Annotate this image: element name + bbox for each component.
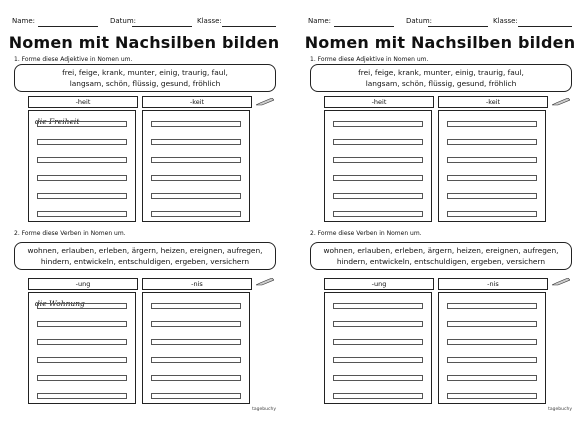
task2-words-line1: wohnen, erlauben, erleben, ärgern, heizen, ereignen, aufregen, — [323, 246, 559, 255]
task1-col2-box — [142, 110, 250, 222]
task2-col2-header: -nis — [438, 278, 548, 290]
task2-col1-box — [324, 292, 432, 404]
task2-words-line1: wohnen, erlauben, erleben, ärgern, heizen, ereignen, aufregen, — [27, 246, 263, 255]
task2-col2-lines — [151, 303, 241, 411]
task2-words-line2: hindern, entwickeln, entschuldigen, ergeben, versichern — [40, 257, 250, 266]
pencil-icon — [256, 278, 274, 286]
name-line — [38, 26, 98, 27]
date-line — [132, 26, 192, 27]
task1-col1-box — [324, 110, 432, 222]
page-title: Nomen mit Nachsilben bilden — [304, 33, 576, 52]
task1-words-line2: langsam, schön, flüssig, gesund, fröhlich — [69, 79, 221, 88]
class-line — [518, 26, 572, 27]
task2-col1-lines — [333, 303, 423, 411]
task1-col2-lines — [151, 121, 241, 229]
task1-col2-header: -keit — [142, 96, 252, 108]
task1-col1-box — [28, 110, 136, 222]
name-label: Name: — [308, 17, 332, 25]
task2-instruction: 2. Forme diese Verben in Nomen um. — [310, 230, 422, 237]
task1-word-box — [310, 64, 572, 92]
task2-example: die Wohnung — [35, 299, 85, 308]
task1-col2-lines — [447, 121, 537, 229]
task2-col2-lines — [447, 303, 537, 411]
task1-col1-lines — [333, 121, 423, 229]
class-label: Klasse: — [493, 17, 518, 25]
task1-word-box — [14, 64, 276, 92]
task2-col2-box — [142, 292, 250, 404]
pencil-icon — [256, 98, 274, 106]
task1-col2-header: -keit — [438, 96, 548, 108]
task1-words-line2: langsam, schön, flüssig, gesund, fröhlich — [365, 79, 517, 88]
date-label: Datum: — [110, 17, 137, 25]
date-label: Datum: — [406, 17, 433, 25]
task1-example: die Freiheit — [35, 117, 80, 126]
task2-word-box — [14, 242, 276, 270]
name-line — [334, 26, 394, 27]
task2-words-line2: hindern, entwickeln, entschuldigen, ergeben, versichern — [336, 257, 546, 266]
pencil-icon — [552, 98, 570, 106]
task1-col1-header: -heit — [28, 96, 138, 108]
task2-col1-header: -ung — [28, 278, 138, 290]
task2-col1-box — [28, 292, 136, 404]
name-label: Name: — [12, 17, 36, 25]
task1-instruction: 1. Forme diese Adjektive in Nomen um. — [14, 56, 133, 63]
logo: tagebuchy — [252, 407, 276, 412]
task2-word-box — [310, 242, 572, 270]
task1-instruction: 1. Forme diese Adjektive in Nomen um. — [310, 56, 429, 63]
task2-col1-header: -ung — [324, 278, 434, 290]
task1-words-line1: frei, feige, krank, munter, einig, traurig, faul, — [358, 68, 524, 77]
worksheet-right — [300, 8, 580, 416]
header-fields — [308, 17, 572, 31]
class-line — [222, 26, 276, 27]
task1-words-line1: frei, feige, krank, munter, einig, traurig, faul, — [62, 68, 228, 77]
task1-col1-header: -heit — [324, 96, 434, 108]
page-title: Nomen mit Nachsilben bilden — [8, 33, 280, 52]
task1-col2-box — [438, 110, 546, 222]
task2-col1-lines — [37, 303, 127, 411]
task2-instruction: 2. Forme diese Verben in Nomen um. — [14, 230, 126, 237]
header-fields — [12, 17, 276, 31]
pencil-icon — [552, 278, 570, 286]
class-label: Klasse: — [197, 17, 222, 25]
date-line — [428, 26, 488, 27]
worksheet-left — [4, 8, 284, 416]
task2-col2-header: -nis — [142, 278, 252, 290]
task1-col1-lines — [37, 121, 127, 229]
task2-col2-box — [438, 292, 546, 404]
logo: tagebuchy — [548, 407, 572, 412]
